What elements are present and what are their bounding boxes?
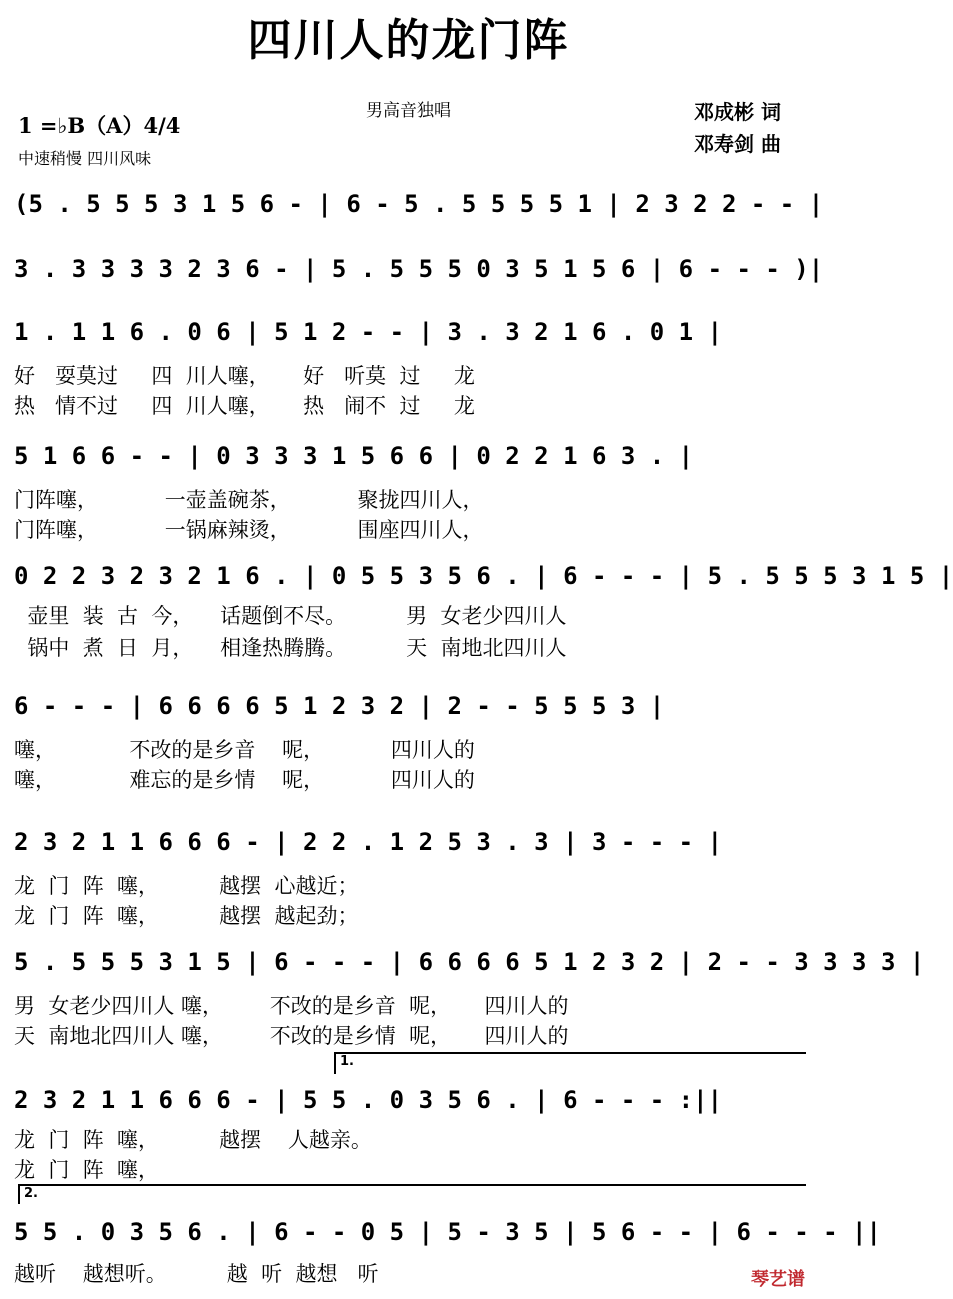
lyric-line: 热 情不过 四 川人噻， 热 闹不 过 龙 <box>14 394 475 418</box>
composer-credit: 邓寿剑 曲 <box>694 132 781 156</box>
lyric-line: 锅中 煮 日 月， 相逢热腾腾。 天 南地北四川人 <box>14 636 567 660</box>
lyric-line: 男 女老少四川人 噻， 不改的是乡音 呢， 四川人的 <box>14 994 569 1018</box>
notation-row: 0 2 2 3 2 3 2 1 6 . | 0 5 5 3 5 6 . | 6 - - - | 5 . 5 5 5 3 1 5 | <box>14 562 953 590</box>
lyric-line: 壶里 装 古 今， 话题倒不尽。 男 女老少四川人 <box>14 604 567 628</box>
volta-bracket-second <box>18 1184 806 1204</box>
lyric-line: 噻， 不改的是乡音 呢， 四川人的 <box>14 738 475 762</box>
lyric-line: 门阵噻， 一壶盖碗茶， 聚拢四川人， <box>14 488 484 512</box>
lyric-line: 天 南地北四川人 噻， 不改的是乡情 呢， 四川人的 <box>14 1024 569 1048</box>
notation-row: 6 - - - | 6 6 6 6 5 1 2 3 2 | 2 - - 5 5 5 3 | <box>14 692 665 720</box>
song-title: 四川人的龙门阵 <box>247 15 570 66</box>
volta-label-second: 2. <box>24 1186 38 1201</box>
lyric-line: 噻， 难忘的是乡情 呢， 四川人的 <box>14 768 475 792</box>
lyric-line: 好 耍莫过 四 川人噻， 好 听莫 过 龙 <box>14 364 475 388</box>
lyric-line: 龙 门 阵 噻， <box>14 1158 160 1182</box>
performance-type: 男高音独唱 <box>366 101 451 121</box>
volta-bracket-first <box>334 1052 806 1074</box>
notation-row: 2 3 2 1 1 6 6 6 - | 2 2 . 1 2 5 3 . 3 | 3 - - - | <box>14 828 723 856</box>
lyric-line: 越听 越想听。 越 听 越想 听 <box>14 1262 379 1286</box>
notation-row: 1 . 1 1 6 . 0 6 | 5 1 2 - - | 3 . 3 2 1 6 . 0 1 | <box>14 318 723 346</box>
notation-row: (5 . 5 5 5 3 1 5 6 - | 6 - 5 . 5 5 5 5 1 | 2 3 2 2 - - | <box>14 190 824 218</box>
notation-row: 5 1 6 6 - - | 0 3 3 3 1 5 6 6 | 0 2 2 1 6 3 . | <box>14 442 694 470</box>
notation-row: 2 3 2 1 1 6 6 6 - | 5 5 . 0 3 5 6 . | 6 - - - :|| <box>14 1086 723 1114</box>
lyric-line: 龙 门 阵 噻， 越摆 人越亲。 <box>14 1128 372 1152</box>
volta-label-first: 1. <box>340 1054 354 1069</box>
tempo-marking: 中速稍慢 四川风味 <box>18 149 152 168</box>
lyric-line: 门阵噻， 一锅麻辣烫， 围座四川人， <box>14 518 484 542</box>
key-signature: 1 =♭B（A）4/4 <box>18 113 181 138</box>
lyricist-credit: 邓成彬 词 <box>694 100 781 124</box>
notation-row: 3 . 3 3 3 3 2 3 6 - | 5 . 5 5 5 0 3 5 1 5 6 | 6 - - - )| <box>14 255 824 283</box>
watermark-logo: 琴艺谱 <box>751 1269 805 1290</box>
lyric-line: 龙 门 阵 噻， 越摆 越起劲； <box>14 904 359 928</box>
notation-row: 5 5 . 0 3 5 6 . | 6 - - 0 5 | 5 - 3 5 | 5 6 - - | 6 - - - || <box>14 1218 881 1246</box>
notation-row: 5 . 5 5 5 3 1 5 | 6 - - - | 6 6 6 6 5 1 2 3 2 | 2 - - 3 3 3 3 | <box>14 948 925 976</box>
lyric-line: 龙 门 阵 噻， 越摆 心越近； <box>14 874 359 898</box>
